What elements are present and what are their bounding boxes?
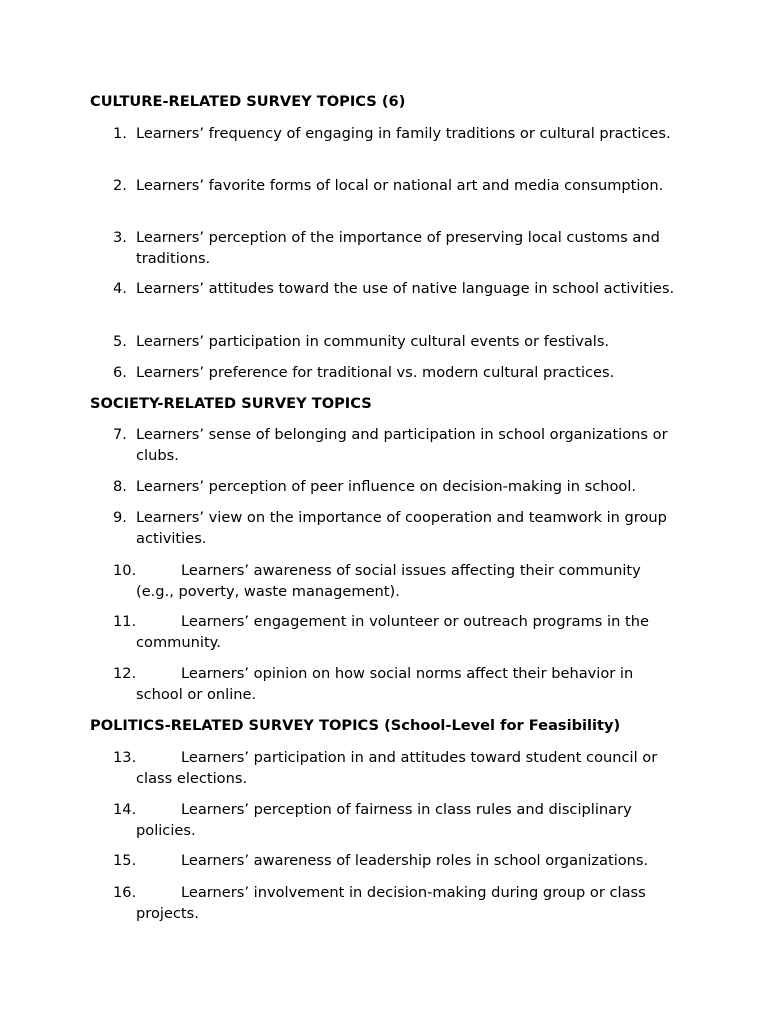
list-item-number: 1. xyxy=(113,125,127,142)
list-item-text: Learners’ perception of peer influence on decision-making in school. xyxy=(136,478,637,495)
list-item xyxy=(113,278,683,299)
list-item-number: 12. xyxy=(113,665,137,682)
list-item-text: Learners’ attitudes toward the use of native language in school activities. xyxy=(136,280,675,297)
list-item-text: Learners’ view on the importance of cooperation and teamwork in group activities. xyxy=(136,509,667,547)
list-item-text: Learners’ awareness of social issues affecting their community (e.g., poverty, waste management). xyxy=(136,562,641,600)
list-item xyxy=(113,362,683,383)
list-item xyxy=(113,663,683,705)
list-item xyxy=(113,882,683,924)
list-item-number: 4. xyxy=(113,280,127,297)
list-item-text: Learners’ participation in and attitudes toward student council or class elections. xyxy=(136,749,658,787)
list-item-number: 7. xyxy=(113,426,127,443)
list-item-number: 9. xyxy=(113,509,127,526)
list-item-text: Learners’ perception of the importance of preserving local customs and traditions. xyxy=(136,229,660,267)
list-item-text: Learners’ sense of belonging and participation in school organizations or clubs. xyxy=(136,426,668,464)
list-item xyxy=(113,507,683,549)
list-item xyxy=(113,850,683,871)
list-item-number: 13. xyxy=(113,749,137,766)
section-heading-society: SOCIETY-RELATED SURVEY TOPICS xyxy=(90,395,372,412)
list-item xyxy=(113,747,683,789)
list-item xyxy=(113,476,683,497)
list-item xyxy=(113,227,683,269)
section-heading-politics: POLITICS-RELATED SURVEY TOPICS (School-Level for Feasibility) xyxy=(90,717,621,734)
list-item-number: 2. xyxy=(113,177,127,194)
list-item xyxy=(113,611,683,653)
list-item-text: Learners’ awareness of leadership roles in school organizations. xyxy=(181,852,649,869)
list-item-text: Learners’ preference for traditional vs. modern cultural practices. xyxy=(136,364,615,381)
list-item-number: 16. xyxy=(113,884,137,901)
list-item-number: 3. xyxy=(113,229,127,246)
list-item xyxy=(113,560,683,602)
list-item-text: Learners’ frequency of engaging in family traditions or cultural practices. xyxy=(136,125,671,142)
list-item-number: 15. xyxy=(113,852,137,869)
list-item-text: Learners’ involvement in decision-making during group or class projects. xyxy=(136,884,646,922)
list-item-number: 14. xyxy=(113,801,137,818)
list-item-text: Learners’ opinion on how social norms affect their behavior in school or online. xyxy=(136,665,634,703)
list-item-text: Learners’ perception of fairness in class rules and disciplinary policies. xyxy=(136,801,632,839)
section-heading-culture: CULTURE-RELATED SURVEY TOPICS (6) xyxy=(90,93,406,110)
list-item xyxy=(113,123,683,144)
list-item xyxy=(113,175,683,196)
list-item-text: Learners’ engagement in volunteer or outreach programs in the community. xyxy=(136,613,649,651)
list-item-number: 6. xyxy=(113,364,127,381)
list-item xyxy=(113,331,683,352)
list-item-number: 5. xyxy=(113,333,127,350)
list-item-number: 10. xyxy=(113,562,137,579)
list-item-text: Learners’ participation in community cultural events or festivals. xyxy=(136,333,610,350)
list-item-text: Learners’ favorite forms of local or national art and media consumption. xyxy=(136,177,664,194)
list-item xyxy=(113,424,683,466)
list-item-number: 11. xyxy=(113,613,137,630)
list-item-number: 8. xyxy=(113,478,127,495)
list-item xyxy=(113,799,683,841)
